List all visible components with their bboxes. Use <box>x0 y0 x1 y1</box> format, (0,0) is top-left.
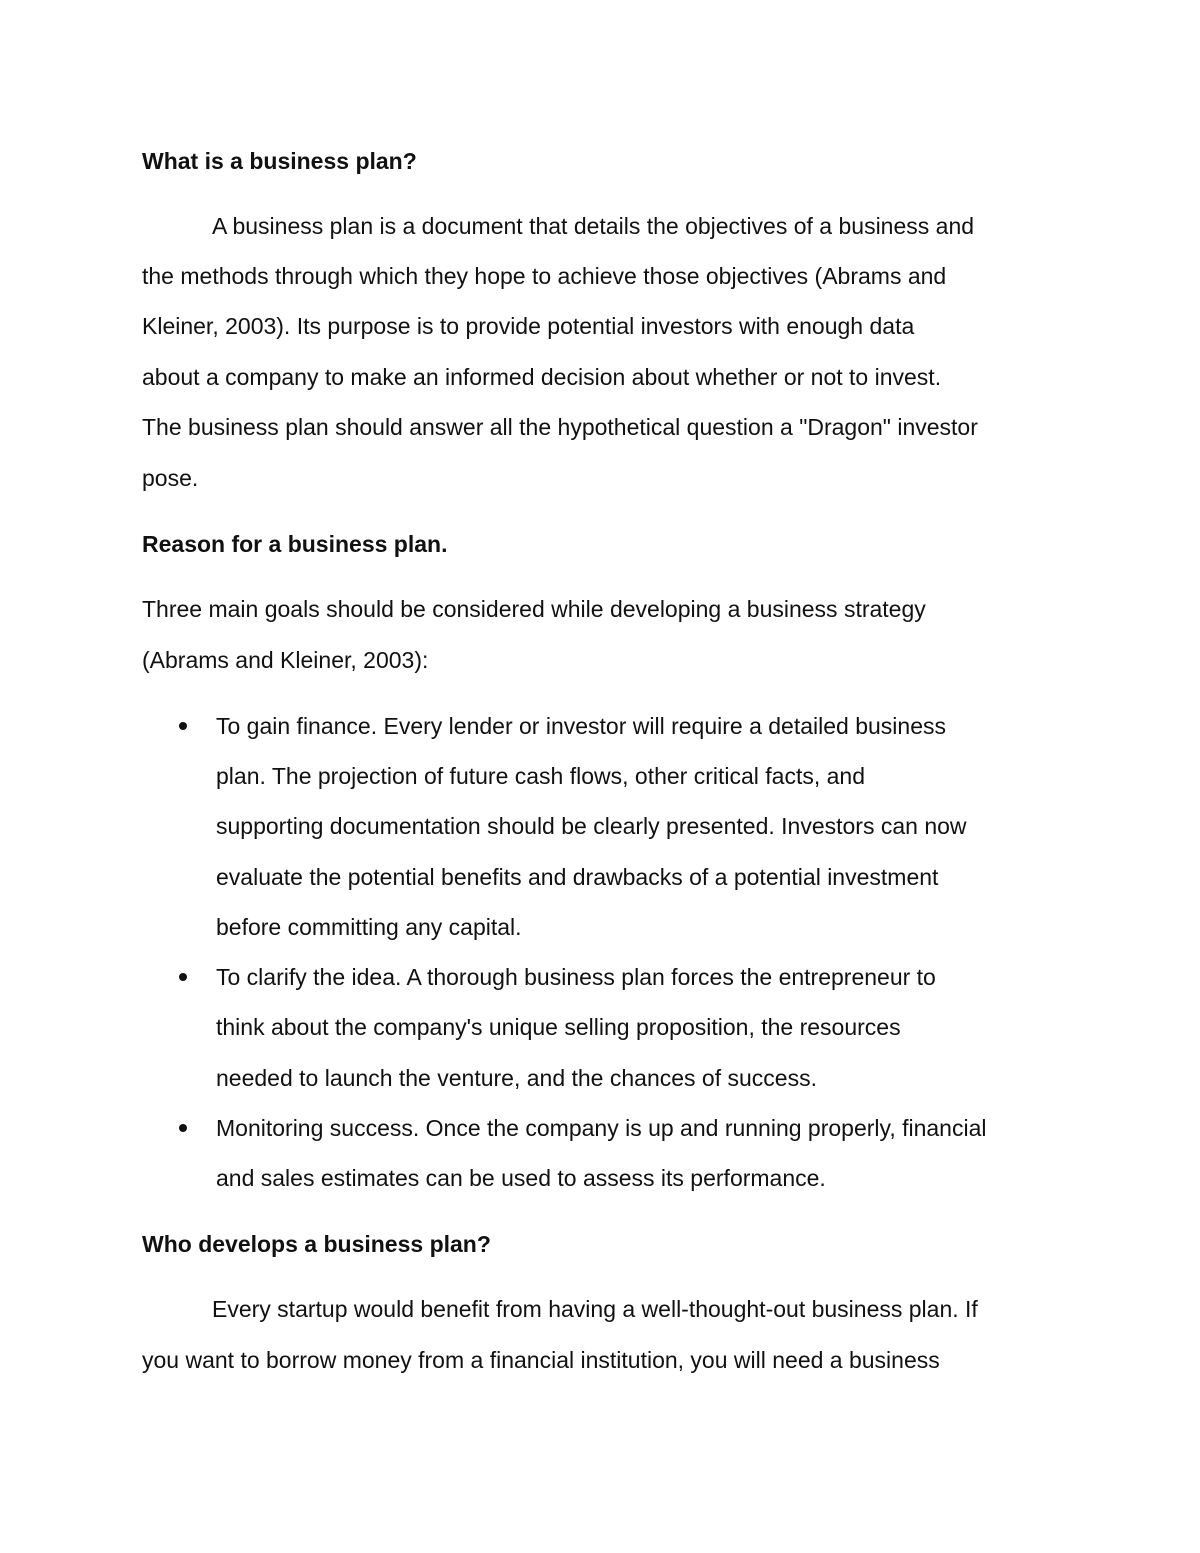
bullet-line: To gain finance. Every lender or investor will require a detailed business <box>216 713 947 739</box>
paragraph-line: The business plan should answer all the hypothetical question a "Dragon" investor <box>142 414 978 440</box>
bullet-icon <box>179 722 187 730</box>
intro-line: Three main goals should be considered while developing a business strategy <box>142 596 926 622</box>
paragraph-line: the methods through which they hope to achieve those objectives (Abrams and <box>142 263 947 289</box>
paragraph-line: Every startup would benefit from having a well-thought-out business plan. If <box>212 1296 978 1322</box>
paragraph-line: pose. <box>142 465 199 491</box>
bullet-line: and sales estimates can be used to assess its performance. <box>216 1165 826 1191</box>
section-heading-who-develops: Who develops a business plan? <box>142 1231 491 1257</box>
bullet-line: before committing any capital. <box>216 914 522 940</box>
paragraph-line: Kleiner, 2003). Its purpose is to provide potential investors with enough data <box>142 313 915 339</box>
bullet-line: needed to launch the venture, and the chances of success. <box>216 1065 817 1091</box>
bullet-line: To clarify the idea. A thorough business plan forces the entrepreneur to <box>216 964 936 990</box>
paragraph-line: you want to borrow money from a financial institution, you will need a business <box>142 1347 940 1373</box>
bullet-icon <box>179 1124 187 1132</box>
section-heading-reason: Reason for a business plan. <box>142 531 448 557</box>
bullet-line: plan. The projection of future cash flows, other critical facts, and <box>216 763 866 789</box>
bullet-line: think about the company's unique selling proposition, the resources <box>216 1014 901 1040</box>
bullet-line: Monitoring success. Once the company is up and running properly, financial <box>216 1115 987 1141</box>
bullet-line: supporting documentation should be clearly presented. Investors can now <box>216 813 967 839</box>
bullet-icon <box>179 973 187 981</box>
bullet-line: evaluate the potential benefits and drawbacks of a potential investment <box>216 864 939 890</box>
paragraph-line: A business plan is a document that details the objectives of a business and <box>212 213 975 239</box>
section-heading-what-is: What is a business plan? <box>142 148 417 174</box>
paragraph-line: about a company to make an informed decision about whether or not to invest. <box>142 364 942 390</box>
intro-line: (Abrams and Kleiner, 2003): <box>142 647 429 673</box>
